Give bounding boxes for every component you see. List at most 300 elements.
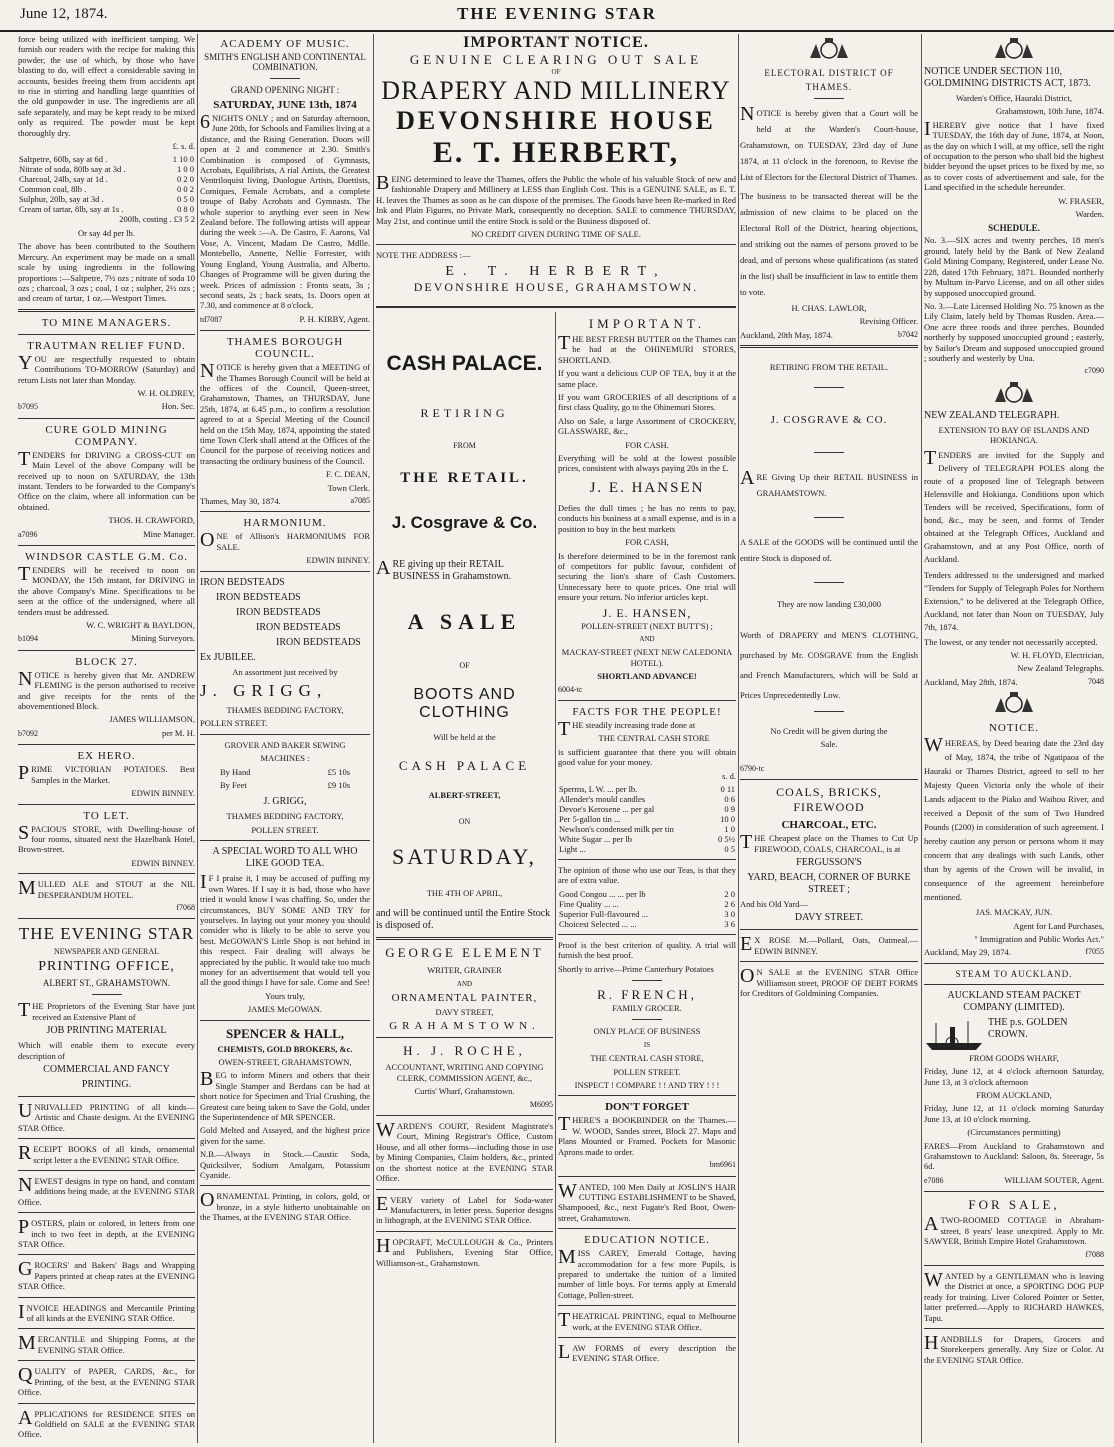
price-value: 0 8 0	[177, 204, 194, 215]
ad-body: Shortly to arrive—Prime Canterbury Potatoes	[558, 963, 714, 974]
cosgrave-name: J. COSGRAVE & CO.	[770, 413, 888, 426]
bedsteads-line: IRON BEDSTEADS	[200, 576, 285, 588]
ad-body: THE BEST FRESH BUTTER on the Thames can be had at the OHINEMURI STORES, SHORTLAND.	[558, 332, 736, 365]
ad-body: No Credit will be given during the	[770, 726, 888, 737]
powder-article: force being utilized with inefficient tamping. We furnish our readers with the recipe for making this powder, the use of which, by those who have blasting to do, will effect a considerable saving in accounts, besides freeing them from accidents apt to rise in stirring and handling large quantities of the old gunpowder in use. The ingredients are all safe separately, and may be kept ready to be mixed only as required. The powder must be kept thoroughly dry.	[18, 34, 195, 138]
price-value: 0 0 2	[177, 184, 194, 195]
signature: JAMES WILLIAMSON,	[109, 714, 195, 725]
french-name: R. FRENCH,	[597, 987, 697, 1003]
address: POLLEN STREET.	[200, 718, 268, 729]
ad-body: Defies the dull times ; he has no rents to pay, conducts his business at a small expense, and is in a position to buy in the best markets	[558, 502, 736, 534]
price-value: 2 6	[724, 898, 735, 909]
signature: F. C. DEAN,	[326, 469, 370, 480]
price-value: 0 6	[724, 794, 735, 804]
column-rule	[738, 34, 739, 1443]
ad-code: e7086	[924, 1175, 944, 1185]
street: ALBERT-STREET,	[428, 790, 501, 801]
price-item: Allender's mould candles	[559, 794, 646, 804]
evening-star-address: ALBERT ST., GRAHAMSTOWN.	[42, 978, 171, 989]
printing-ad: HANDBILLS for Drapers, Grocers and Storekeepers generally. Any Size or Color. At the EVENING STAR Office.	[924, 1331, 1104, 1365]
signature: WILLIAM SOUTER, Agent.	[1004, 1174, 1104, 1185]
ad-body: EX ROSE M.—Pollard, Oats, Oatmeal.—EDWIN BINNEY.	[740, 933, 918, 956]
price-item: White Sugar ... per lb	[559, 834, 632, 844]
retail-heading: THE RETAIL.	[400, 470, 529, 486]
price-value: 1 0 0	[177, 164, 194, 175]
is-word: IS	[643, 1040, 651, 1049]
for-cash: FOR CASH.	[625, 439, 669, 450]
printing-ad: GROCERS' and Bakers' Bags and Wrapping Papers printed at cheap rates at the EVENING STAR Office.	[18, 1258, 195, 1292]
ad-body: Sale.	[820, 739, 838, 750]
ad-title: MACHINES :	[260, 753, 310, 764]
ad-code: b7042	[898, 329, 918, 339]
price-item: Good Congou ... ... per lb	[559, 888, 646, 899]
ad-body: TENDERS for DRIVING a CROSS-CUT on Main Level of the above Company will be received up to noon on SATURDAY, the 13th instant. Tenders to be forwarded to the Company's Office on the claim, where all information can be obtained.	[18, 447, 195, 512]
store-name: THE CENTRAL CASH STORE	[598, 733, 710, 744]
price-value: 2 0	[724, 888, 735, 899]
roche-name: H. J. ROCHE,	[403, 1043, 526, 1059]
address: And his Old Yard—	[740, 899, 809, 910]
shortland-advance: SHORTLAND ADVANCE!	[597, 671, 697, 682]
price-value: 0 5 0	[177, 194, 194, 205]
fares: FARES—From Auckland to Grahamstown and Grahamstown to Auckland: Saloon, 8s. Steerage, 5s 6d.	[924, 1140, 1104, 1172]
ad-body: They are now landing £30,000	[776, 598, 882, 609]
signature: EDWIN BINNEY.	[306, 555, 370, 566]
printing-ad: ON SALE at the EVENING STAR Office Williamson street, PROOF OF DEBT FORMS for Creditors of Goldmining Companies.	[740, 965, 918, 999]
grocery-price-table	[558, 784, 736, 854]
drapery-heading: DRAPERY AND MILLINERY	[381, 76, 731, 105]
price-item: Devoe's Kerosene ... per gal	[559, 804, 655, 814]
of-word: OF	[551, 68, 561, 76]
heading: IMPORTANT.	[588, 316, 706, 331]
price-value: 0 5	[724, 844, 735, 854]
price-row	[558, 824, 736, 834]
royal-arms	[924, 690, 1104, 718]
ad-body: NOTICE is hereby given that Mr. ANDREW FLEMING is the person authorised to receive and give receipts for the rents of the abovementioned Block.	[18, 667, 195, 712]
price-value: 0 9	[724, 804, 735, 814]
printing-ad: MERCANTILE and Shipping Forms, at the EVENING STAR Office.	[18, 1332, 195, 1355]
ad-body: is sufficient guarantee that there you will obtain good value for your money.	[558, 746, 736, 768]
route: FROM AUCKLAND,	[976, 1090, 1052, 1101]
heading: THAMES BOROUGH COUNCIL.	[226, 336, 344, 361]
ad-code: 6004-tc	[558, 684, 583, 694]
ad-body: SPACIOUS STORE, with Dwelling-house of four rooms, situated next the Hazelbank Hotel, Brown-street.	[18, 821, 195, 855]
address: YARD, BEACH, CORNER OF BURKE STREET ;	[747, 872, 911, 896]
ad-body: No. 3.—Late Licensed Holding No. 75 known as the Lily Claim, lately held by Thomas Rusden. Area.—One acre three roods and three perches. Bounded northerly by supposed unoccupied ground ; easterly, by Sailor's Dream and supposed unoccupied ground ; southerly and westerly by Una.	[924, 300, 1104, 363]
boots-heading: BOOTS AND CLOTHING	[413, 686, 516, 721]
ad-date: Auckland, May 29, 1874.	[924, 947, 1011, 958]
subheading: CHEMISTS, GOLD BROKERS, &c.	[217, 1043, 353, 1054]
heading: ACADEMY OF MUSIC.	[220, 38, 350, 50]
ad-code: a7096	[18, 529, 38, 539]
ad-body: 6NIGHTS ONLY ; and on Saturday afternoon, June 20th, for Schools and Families living at a distance, and the Rising Generation. Doors will open at 2 and commence at 2.30. Smith's Combination is composed of Gymnasts, Acrobats, Equilibrists, A rial Artists, the Greatest Ventriloquist living, Duologue Artists, Duettists, Comiques, Female Acrobats, and a complete troupe of Baby Acrobats and Gymnasts. The whole superior to anything ever seen in New Zealand before. The following artists will appear during the week :—A. De Castro, F. Aarons, Val Vose, A. Vincent, Madam De Castro, Mdlle. Montebello, Annette, Nellie Forrester, with Young England, Young Australia, and Alberto. Changes of Programme will be given during the week. Prices of admission : Fronts seats, 3s ; second seats, 2s ; back seats, 1s. Doors open at 7.30, and commence at 8 o'clock.	[200, 111, 370, 311]
evening-star-title: THE EVENING STAR	[18, 924, 195, 944]
ad-body: ARE giving up their RETAIL BUSINESS in Grahamstown.	[376, 557, 512, 582]
price-value: 0 2 0	[177, 174, 194, 185]
ad-body: Which will enable them to execute every description of	[18, 1040, 195, 1061]
divider	[376, 306, 736, 308]
address: Curtis' Wharf, Grahamstown.	[414, 1086, 515, 1097]
price-item: Newlson's condensed milk per tin	[559, 824, 674, 834]
retiring-line: RETIRING FROM THE RETAIL.	[769, 362, 889, 373]
masthead	[0, 0, 1114, 32]
price-item: By Hand	[220, 766, 251, 777]
element-trade: ORNAMENTAL PAINTER,	[391, 992, 538, 1005]
printing-ad: QUALITY of PAPER, CARDS, &c., for Printing, of the best, at the EVENING STAR Office.	[18, 1364, 195, 1398]
ad-body: NOTICE is hereby given that a MEETING of the Thames Borough Council will be held at the offices of the Council, Queen-street, Grahamstown, Thames, on THURSDAY, June 25th, 1874, at 6.45 p.m., to confirm a resolution agreed to at a Special Meeting of the Council held on the 15th May, 1874, appointing the stated time Town Clerk shall attend at the Offices of the Council for the purpose of receiving notices and transacting the ordinary business of the Council.	[200, 360, 370, 466]
evening-star-sub: NEWSPAPER AND GENERAL	[53, 947, 160, 957]
price-item: Sperms, L W. ... per lb.	[559, 784, 638, 794]
and-word: AND	[639, 634, 655, 643]
tea-price-table	[558, 889, 736, 929]
ad-body: WHEREAS, by Deed bearing date the 23rd day of May, 1874, the tribe of Ngatipaoa of the Hauraki or Thames District, agreed to sell to her Majesty Queen Victoria only the whole of their Lands adjacent to the Piako and Waihou River, and received a Deposit of the sum of Two Hundred Pounds (£200) in consideration of such agreement. I hereby caution any person or persons whom it may concern that any dealings with such Lands, other than by agents of the Crown will be invalid, in consequence of the agreement hereinbefore mentioned.	[924, 734, 1104, 903]
ad-code: td7087	[200, 314, 223, 324]
ad-body: Will be held at the	[433, 732, 496, 742]
price-row	[558, 794, 736, 804]
ad-code: f7088	[1085, 1249, 1104, 1259]
column-5	[924, 34, 1104, 1443]
price-item: Choicest Selected ... ...	[559, 918, 637, 929]
element-name: GEORGE ELEMENT	[385, 945, 544, 961]
price-item: Nitrate of soda, 80lb say at 3d .	[19, 164, 126, 175]
ad-body: BEING determined to leave the Thames, offers the Public the whole of his valuable Stock of new and fashionable Drapery and Millinery at LESS than English Cost. This is a GENUINE SALE, as E. T. H. leaves the Thames as soon as he can dispose of the premises. The Goods have been Re-marked in Red Ink and Plain Figures, no Private Mark, consequently no deception. SALE to commence THURSDAY, May 21st, and continue until the entire Stock is sold or the Business disposed of.	[376, 172, 736, 226]
ad-date: Thames, May 30, 1874.	[200, 496, 281, 506]
column-2	[200, 34, 370, 1443]
signature: W. C. WRIGHT & BAYLDON,	[86, 620, 195, 631]
ad-title: GROVER AND BAKER SEWING	[224, 739, 346, 750]
signature: Hon. Sec.	[161, 401, 195, 412]
hansen-column	[558, 312, 736, 1443]
signature: Mine Manager.	[143, 528, 195, 539]
heading: SPENCER & HALL,	[225, 1025, 345, 1041]
price-row	[558, 814, 736, 824]
ad-body: PRIME VICTORIAN POTATOES. Best Samples in the Market.	[18, 762, 195, 785]
bedsteads-line: IRON BEDSTEADS	[276, 636, 361, 648]
coat-of-arms-icon	[987, 36, 1041, 64]
element-trade: WRITER, GRAINER	[427, 965, 502, 976]
ad-body: No. 3.—SIX acres and twenty perches, 18 men's ground, lately held by the Bank of New Zealand Gold Mining Company, Registered, under Lease No. 228, dated 17th February, 1871. Bounded northerly by Multum in-Parvo License, and on all other sides by supposed unoccupied ground.	[924, 235, 1104, 298]
heading: FACTS FOR THE PEOPLE!	[572, 705, 722, 718]
ad-body: WANTED, 100 Men Daily at JOSLIN'S HAIR CUTTING ESTABLISHMENT to be Shaved, Shampooed, &c., next Fugate's Red Boot, Owen-street, Grahamstown.	[558, 1179, 736, 1223]
ad-body: Proof is the best criterion of quality. A trial will furnish the best proof.	[558, 939, 736, 961]
signature: EDWIN BINNEY.	[131, 788, 195, 799]
newspaper-name: THE EVENING STAR	[457, 4, 657, 23]
heading: NOTICE.	[988, 722, 1040, 735]
printing-ad: POSTERS, plain or colored, in letters from one inch to two feet in depth, at the EVENING STAR Office.	[18, 1216, 195, 1250]
ad-body: Is therefore determined to be in the foremost rank of competitors for public favour, confident of securing the lion's share of Cash Customers. Unnecessary here to quote prices. One trial will ensure your return. No inferior articles kept.	[558, 550, 736, 603]
cash-palace-line: CASH PALACE	[398, 758, 531, 774]
ad-body: THE Cheapest place on the Thames to Cut Up FIREWOOD, COALS, CHARCOAL, is at	[740, 831, 918, 854]
heading: SCHEDULE.	[988, 223, 1040, 234]
street: POLLEN STREET.	[613, 1066, 681, 1077]
printing-ad: RECEIPT BOOKS of all kinds, ornamental script letter a the EVENING STAR Office.	[18, 1142, 195, 1165]
evening-star-printing: PRINTING OFFICE,	[38, 959, 175, 975]
ad-emphasis: PRINTING.	[81, 1078, 132, 1090]
price-item: Sulphur, 20lb, say at 3d .	[19, 194, 104, 205]
ad-body: THE steadily increasing trade done at	[558, 717, 696, 740]
and-word: AND	[456, 979, 473, 988]
office: Warden's Office, Hauraki District,	[955, 93, 1073, 103]
heading: AUCKLAND STEAM PACKET COMPANY (LIMITED).	[947, 989, 1081, 1013]
address: THAMES BEDDING FACTORY,	[226, 811, 344, 822]
signature: " Immigration and Public Works Act."	[974, 934, 1104, 944]
price-value: 3 6	[724, 918, 735, 929]
ad-code: 6790-tc	[740, 763, 765, 773]
printing-ad: NEWEST designs in type on hand, and constant additions being made, at the EVENING STAR Office.	[18, 1174, 195, 1207]
ad-body: ATWO-ROOMED COTTAGE in Abraham-street, 8 years' lease unexpired. Apply to Mr. SAWYER, British Empire Hotel Grahamstown.	[924, 1213, 1104, 1247]
signature: P. H. KIRBY, Agent.	[299, 313, 370, 324]
ad-code: b7092	[18, 728, 38, 738]
ad-body: The opinion of those who use our Teas, is that they are of extra value.	[558, 865, 736, 886]
grigg-name: J. GRIGG,	[200, 681, 328, 701]
schedule: Friday, June 12, at 11 o'clock morning Saturday June 13, at 10 o'clock morning.	[924, 1103, 1104, 1124]
for-cash: FOR CASH,	[625, 537, 669, 548]
price-item: Common coal, 8lb .	[19, 184, 87, 195]
royal-arms	[740, 36, 918, 64]
ad-body: BEG to inform Miners and others that their Single Stamper and Berdans can be had at short notice for Specimen and Trial Crushing, the Greatest care being taken to Save the Gold, under the Superintendence of MR SPENCER.	[200, 1068, 370, 1122]
royal-arms	[924, 36, 1104, 64]
price-item: Cream of tartar, 8lb, say at 1s .	[19, 204, 124, 215]
hansen-heading: J. E. HANSEN	[589, 479, 705, 496]
ad-body: An assortment just received by	[232, 666, 338, 677]
yard-name: FERGUSSON'S	[796, 857, 862, 869]
printing-ad: EVERY variety of Label for Soda-water Manufacturers, in letter press. Superior designs in lithograph, at the EVENING STAR Office.	[376, 1192, 553, 1226]
on-word: ON	[458, 816, 471, 826]
powder-article-end: The above has been contributed to the Southern Mercury. An experiment may be made on a small scale by using ingredients in the following proportions :—Saltpetre, 7½ ozs ; nitrate of soda 10 ozs ; charcoal, 3 ozs ; coal, 1 oz ; sulpher, 2½ ozs ; and cream of tartar, 1 oz.—Westport Times.	[18, 241, 195, 304]
price-row	[558, 784, 736, 794]
ad-body: Gold Melted and Assayed, and the highest price given for the same.	[200, 1125, 370, 1146]
price-item: Per 5-gallon tin ...	[559, 814, 621, 824]
ad-body: THE Proprietors of the Evening Star have just received an Extensive Plant of	[18, 999, 195, 1022]
printing-ad: HOPCRAFT, McCULLOUGH & Co., Printers and Publishers, Evening Star Office, Williamson-st., Grahamstown.	[376, 1234, 553, 1268]
printing-ad: WARDEN'S COURT, Resident Magistrate's Court, Mining Registrar's Office, Custom House, and all other forms—including those in use by Mining Companies, Claim holders, &c., printed on the shortest notice at the EVENING STAR Office.	[376, 1119, 553, 1184]
heading: TRAUTMAN RELIEF FUND.	[27, 339, 186, 352]
ad-code: bm6961	[709, 1160, 736, 1170]
signature: H. CHAS. LAWLOR,	[791, 303, 867, 313]
signature: Yours truly,	[265, 990, 305, 1001]
event-date: THE 4TH OF APRIL,	[426, 887, 503, 898]
ad-body: If you want a delicious CUP OF TEA, buy it at the same place.	[558, 368, 736, 389]
ad-body: THERE'S a BOOKBINDER on the Thames.—W. WOOD, Sandes street, Block 27. Maps and Plans Mounted or Framed. Pockets for Masonic Aprons made to order.	[558, 1113, 736, 1157]
address-name: E. T. HERBERT,	[445, 263, 667, 279]
column-rule	[921, 34, 922, 1443]
no-credit: NO CREDIT GIVEN DURING TIME OF SALE.	[471, 229, 641, 240]
printing-ad: ORNAMENTAL Printing, in colors, gold, or bronze, in a style hitherto unobtainable on the Thames, at the EVENING STAR Office.	[200, 1189, 370, 1223]
ad-body: The business to be transacted thereat will be the admission of new claims to be placed on the Electoral Roll of the District, hearing objections, and striking out the names of persons proved to be dead, and of persons whose qualifications (as stated in the list) shall be insufficient in law to entitle them to vote.	[740, 191, 918, 297]
price-row	[558, 889, 736, 899]
signature: W. H. OLDREY,	[137, 387, 195, 398]
issue-date: June 12, 1874.	[20, 6, 108, 22]
signature: THOS. H. CRAWFORD,	[108, 515, 195, 526]
signature: W. FRASER,	[1058, 195, 1104, 206]
price-row	[558, 909, 736, 919]
heading: ELECTORAL DISTRICT OF	[764, 68, 894, 78]
price-row	[18, 154, 195, 164]
price-value: 0 5½	[718, 834, 735, 844]
heading: THAMES.	[805, 82, 853, 92]
herbert-heading: E. T. HERBERT,	[432, 136, 680, 169]
roche-trade: ACCOUNTANT, WRITING AND COPYING CLERK, COMMISSION AGENT, &c.,	[385, 1062, 544, 1083]
grigg-name: J. GRIGG,	[263, 796, 307, 808]
heading: WINDSOR CASTLE G.M. Co.	[25, 551, 188, 563]
printing-ad: THEATRICAL PRINTING, equal to Melbourne work, at the EVENING STAR Office.	[558, 1309, 736, 1332]
retiring: RETIRING	[420, 406, 509, 420]
price-per-lb: Or say 4d per lb.	[78, 227, 135, 238]
ad-body: ONE of Allison's HARMONIUMS FOR SALE.	[200, 529, 370, 552]
heading: FOR SALE,	[968, 1197, 1060, 1213]
address: POLLEN STREET.	[251, 824, 319, 835]
cosgrave-heading: J. Cosgrave & Co.	[391, 513, 538, 532]
schedule: (Circumstances permitting)	[967, 1127, 1061, 1138]
price-row	[18, 174, 195, 184]
ad-emphasis: COMMERCIAL AND FANCY	[43, 1063, 170, 1075]
price-row	[558, 804, 736, 814]
bedsteads-line: IRON BEDSTEADS	[236, 606, 321, 618]
ad-code: 7048	[1088, 676, 1104, 686]
price-value: 3 0	[724, 908, 735, 919]
ad-body: MISS CAREY, Emerald Cottage, having accommodation for a few more Pupils, is prepared to undertake the tuition of a limited number of little boys. For terms apply at Emerald Cottage, Pollen-street.	[558, 1246, 736, 1300]
inspect-line: INSPECT ! COMPARE ! ! AND TRY ! ! !	[574, 1080, 720, 1091]
heading: HARMONIUM.	[243, 517, 327, 530]
subheading: GRAND OPENING NIGHT :	[230, 85, 340, 95]
signature: Warden.	[1075, 209, 1104, 220]
signature: JAMES McGOWAN.	[247, 1004, 323, 1015]
subheading: CHARCOAL, ETC.	[781, 819, 877, 832]
price-item: Light ...	[559, 844, 586, 854]
ad-body: IF I praise it, I may be accused of puffing my own Wares. If I say it is bad, those who have tried it would know I was chaffing. So, under the circumstances, BUY SOME AND TRY for yourselves. In laying out your money you should consider who is likely to be able to serve you best. McGOWAN'S Little Shop is not behind in this respect. Fair dealing will always be appreciated by the public. It would take too much money for an advertisement that would tell you all the good things I have for sale. Come and See!	[200, 871, 370, 988]
schedule: Friday, June 12, at 4 o'clock afternoon Saturday, June 13, at 3 o'clock afternoon	[924, 1066, 1104, 1087]
ad-body: WANTED by a GENTLEMAN who is leaving the District at once, a SPORTING DOG PUP ready for training. Liver Colored Pointer or Setter, latter preferred.—Apply to RICHARD HAWKES, Tapu.	[924, 1268, 1104, 1323]
from-word: FROM	[453, 441, 476, 450]
subheading: EXTENSION TO BAY OF ISLANDS AND HOKIANGA.	[938, 424, 1090, 446]
subheading: SMITH'S ENGLISH AND CONTINENTAL COMBINATION.	[204, 52, 366, 72]
a-sale-heading: A SALE	[407, 609, 522, 634]
ship-name: THE p.s. GOLDEN CROWN.	[988, 1016, 1068, 1040]
bedsteads-ex: Ex JUBILEE.	[200, 651, 256, 663]
ad-code: a7085	[350, 496, 370, 505]
ad-code: c7090	[1084, 366, 1104, 376]
price-row	[558, 899, 736, 909]
signature: W. H. FLOYD, Electrician,	[1010, 649, 1104, 660]
route: FROM GOODS WHARF,	[969, 1052, 1059, 1063]
signature: JAS. MACKAY, JUN.	[975, 907, 1053, 918]
address: DAVY STREET.	[794, 912, 864, 924]
price-value: 10 0	[720, 814, 735, 824]
important-notice: IMPORTANT NOTICE.	[463, 34, 649, 51]
printing-ad: INVOICE HEADINGS and Mercantile Printing of all kinds at the EVENING STAR Office.	[18, 1300, 195, 1324]
address: OWEN-STREET, GRAHAMSTOWN,	[218, 1056, 352, 1067]
heading: EX HERO.	[77, 750, 136, 763]
ad-date: Auckland, May 28th, 1874.	[924, 676, 1018, 687]
price-row	[558, 834, 736, 844]
ad-body: IHEREBY give notice that I have fixed TUESDAY, the 16th day of June, 1874, at Noon, as the day on which I will, at my office, sell the right of occupation to the person who shall bid the highest bidder beyond the upset prices to be fixed by me, so as to cover costs of advertisement and sale, for the Land specified in the schedule hereunder.	[924, 117, 1104, 193]
price-head: £. s. d.	[172, 141, 195, 152]
devonshire-heading: DEVONSHIRE HOUSE	[396, 106, 716, 135]
price-value: £5 10s	[327, 766, 350, 777]
heading: BLOCK 27.	[75, 655, 138, 668]
bedsteads-line: IRON BEDSTEADS	[216, 591, 301, 603]
signature: EDWIN BINNEY.	[131, 857, 195, 868]
signature: per M. H.	[161, 727, 195, 738]
heading: EDUCATION NOTICE.	[584, 1234, 710, 1247]
price-row	[558, 844, 736, 854]
address: DAVY STREET,	[435, 1007, 494, 1018]
column-rule	[197, 34, 198, 1443]
heading: DON'T FORGET	[605, 1101, 689, 1114]
column-rule	[373, 34, 374, 1443]
coat-of-arms-icon	[987, 380, 1041, 408]
genuine-sale: GENUINE CLEARING OUT SALE	[409, 52, 703, 67]
ad-code: f7055	[1085, 947, 1104, 957]
powder-price-table	[18, 154, 195, 214]
address: MACKAY-STREET (NEXT NEW CALEDONIA HOTEL).	[561, 647, 733, 668]
bedsteads-line: IRON BEDSTEADS	[256, 621, 341, 633]
price-row	[558, 919, 736, 929]
ad-body: Also on Sale, a large Assortment of CROCKERY, GLASSWARE, &c.,	[558, 415, 736, 437]
ad-code: b7095	[18, 402, 38, 412]
ad-body: N.B.—Always in Stock.—Caustic Soda, Quicksilver, Sodium Amalgam, Potassium Cyanide.	[200, 1149, 370, 1181]
ad-code: M6095	[529, 1099, 553, 1109]
column-rule	[555, 312, 556, 1443]
herbert-advert	[376, 34, 736, 310]
coat-of-arms-icon	[987, 690, 1041, 718]
price-item: Charcoal, 24lb, say at 1d .	[19, 174, 108, 185]
ad-code: b1094	[18, 634, 38, 644]
signature: Town Clerk.	[327, 482, 370, 493]
address: THAMES BEDDING FACTORY,	[226, 705, 344, 716]
price-value: 1 0	[724, 824, 735, 834]
steamship-icon	[924, 1017, 984, 1053]
of-word: OF	[459, 661, 470, 670]
heading: NEW ZEALAND TELEGRAPH.	[924, 409, 1060, 421]
price-value: 0 11	[720, 784, 735, 794]
ad-code: f7068	[176, 902, 195, 912]
ad-body: If you want GROCERIES of all descriptions of a first class Quality, go to the Ohinemuri Stores.	[558, 392, 736, 413]
address: GRAHAMSTOWN.	[389, 1020, 540, 1033]
ad-body: The lowest, or any tender not necessarily accepted.	[924, 636, 1098, 647]
signature: New Zealand Telegraphs.	[1017, 663, 1104, 674]
heading: TO LET.	[83, 809, 130, 822]
ad-body: MULLED ALE and STOUT at the NIL DESPERANDUM HOTEL.	[18, 877, 195, 900]
ad-body: TENDERS will be received to noon on MONDAY, the 15th instant, for DRIVING in the above Company's Mine. Specifications to be seen at the office of the undersigned, where all tenders must be addressed.	[18, 563, 195, 617]
price-total: 200lb, costing . £3 5 2	[119, 214, 195, 225]
heading: TO MINE MANAGERS.	[41, 316, 172, 329]
heading: STEAM TO AUCKLAND.	[955, 968, 1073, 979]
ad-emphasis: JOB PRINTING MATERIAL	[46, 1025, 167, 1037]
ad-body: Worth of DRAPERY and MEN'S CLOTHING, purchased by Mr. COSGRAVE from the English and French Manufacturers, which will be Sold at Prices Unprecedentedly Low.	[740, 630, 918, 701]
ad-body: NOTICE is hereby given that a Court will be held at the Warden's Court-house, Grahamstown, on TUESDAY, 23rd day of June 1874, at 11 o'clock in the forenoon, to Revise the List of Electors for the Electoral District of Thames.	[740, 103, 918, 182]
ad-date: Grahamstown, 10th June, 1874.	[995, 106, 1104, 117]
event-date: SATURDAY, JUNE 13th, 1874	[213, 99, 357, 111]
signature: Mining Surveyors.	[131, 633, 195, 644]
royal-arms	[924, 380, 1104, 408]
price-item: Superior Full-flavoured ...	[559, 908, 648, 919]
store-name: THE CENTRAL CASH STORE,	[590, 1053, 704, 1064]
printing-ad: UNRIVALLED PRINTING of all kinds—Artistic and Chaste designs. At the EVENING STAR Office.	[18, 1099, 195, 1133]
column-1	[18, 34, 195, 1443]
heading: A SPECIAL WORD TO ALL WHO LIKE GOOD TEA.	[212, 846, 358, 870]
price-value: 1 10 0	[172, 154, 194, 165]
signature: Agent for Land Purchases,	[1013, 920, 1104, 931]
cash-palace-column	[376, 312, 553, 1443]
heading: CURE GOLD MINING COMPANY.	[45, 423, 168, 448]
saturday-heading: SATURDAY,	[392, 843, 537, 869]
price-item: Saltpetre, 60lb, say at 6d .	[19, 154, 108, 165]
ad-body: ARE Giving Up their RETAIL BUSINESS in GRAHAMSTOWN.	[740, 466, 918, 498]
ad-body: and will be continued until the Entire Stock is disposed of.	[376, 908, 551, 932]
heading: COALS, BRICKS, FIREWOOD	[776, 785, 882, 815]
only-place: ONLY PLACE OF BUSINESS	[593, 1026, 701, 1037]
coat-of-arms-icon	[802, 36, 856, 64]
